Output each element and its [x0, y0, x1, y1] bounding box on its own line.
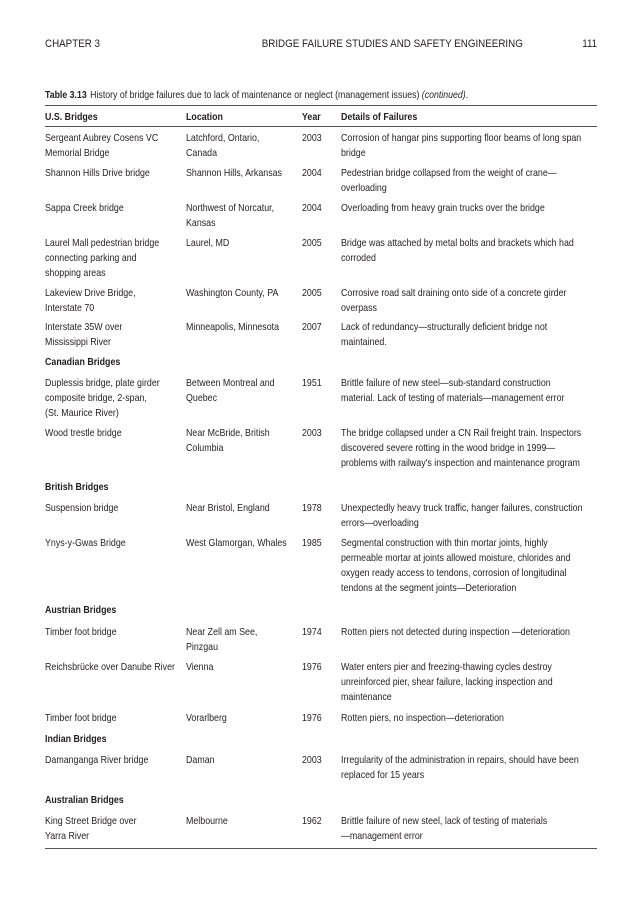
- group-heading-austrian: Austrian Bridges: [45, 605, 117, 616]
- table-row-location: Melbourne: [186, 816, 228, 827]
- table-row-year: 2005: [302, 288, 322, 299]
- table-row-year: 1978: [302, 503, 322, 514]
- table-row-details: Rotten piers not detected during inspection —deterioration: [341, 627, 570, 638]
- table-row-year: 2003: [302, 428, 322, 439]
- table-caption-note: (continued): [421, 90, 466, 101]
- table-row-location: Vienna: [186, 662, 214, 673]
- column-header-year: Year: [302, 112, 321, 123]
- column-header-bridges: U.S. Bridges: [45, 112, 98, 123]
- table-row-details: Rotten piers, no inspection—deterioration: [341, 713, 504, 724]
- table-row-year: 2005: [302, 238, 322, 249]
- table-row-year: 1974: [302, 627, 322, 638]
- table-row-year: 2007: [302, 322, 322, 333]
- table-row-details: Brittle failure of new steel—sub-standard construction material. Lack of testing of materials—management error: [341, 378, 565, 404]
- table-row-location: Vorarlberg: [186, 713, 227, 724]
- table-header-rule: [45, 126, 597, 127]
- table-row-location: Washington County, PA: [186, 288, 279, 299]
- table-row-bridge: Reichsbrücke over Danube River: [45, 662, 175, 673]
- table-row-location: Daman: [186, 755, 215, 766]
- table-row-bridge: Shannon Hills Drive bridge: [45, 168, 150, 179]
- chapter-label: CHAPTER 3: [45, 38, 100, 50]
- table-row-bridge: Ynys-y-Gwas Bridge: [45, 538, 126, 549]
- table-row-location: Between Montreal and Quebec: [186, 378, 275, 404]
- table-row-location: Near Zell am See, Pinzgau: [186, 627, 258, 653]
- table-row-bridge: Wood trestle bridge: [45, 428, 122, 439]
- table-row-details: The bridge collapsed under a CN Rail freight train. Inspectors discovered severe rotting in the wood bridge in 1999— problems with railway's inspection and maintenance program: [341, 428, 582, 469]
- table-row-bridge: Timber foot bridge: [45, 713, 117, 724]
- table-row-details: Unexpectedly heavy truck traffic, hanger failures, construction errors—overloading: [341, 503, 583, 529]
- table-row-details: Irregularity of the administration in repairs, should have been replaced for 15 years: [341, 755, 579, 781]
- table-caption-end: .: [465, 90, 469, 101]
- table-row-year: 2003: [302, 133, 322, 144]
- table-row-year: 1976: [302, 662, 322, 673]
- table-bottom-rule: [45, 848, 597, 849]
- table-row-details: Bridge was attached by metal bolts and brackets which had corroded: [341, 238, 574, 264]
- table-row-details: Lack of redundancy—structurally deficient bridge not maintained.: [341, 322, 548, 348]
- table-caption-text: History of bridge failures due to lack of maintenance or neglect (management issues): [90, 90, 422, 101]
- table-row-bridge: Laurel Mall pedestrian bridge connecting parking and shopping areas: [45, 238, 160, 279]
- group-heading-indian: Indian Bridges: [45, 734, 107, 745]
- column-header-details: Details of Failures: [341, 112, 418, 123]
- table-row-location: Northwest of Norcatur, Kansas: [186, 203, 275, 229]
- table-row-year: 2004: [302, 203, 322, 214]
- table-row-year: 1985: [302, 538, 322, 549]
- table-row-year: 2003: [302, 755, 322, 766]
- table-row-bridge: Suspension bridge: [45, 503, 119, 514]
- table-caption: [45, 90, 468, 101]
- table-row-details: Corrosion of hangar pins supporting floor beams of long span bridge: [341, 133, 582, 159]
- group-heading-canadian: Canadian Bridges: [45, 357, 121, 368]
- table-row-bridge: Timber foot bridge: [45, 627, 117, 638]
- table-row-location: Near Bristol, England: [186, 503, 270, 514]
- table-label: Table 3.13: [45, 90, 87, 101]
- table-top-rule: [45, 105, 597, 106]
- running-title: BRIDGE FAILURE STUDIES AND SAFETY ENGINEERING: [261, 38, 523, 50]
- table-row-bridge: Duplessis bridge, plate girder composite bridge, 2-span, (St. Maurice River): [45, 378, 160, 419]
- table-row-bridge: Lakeview Drive Bridge, Interstate 70: [45, 288, 136, 314]
- table-row-details: Pedestrian bridge collapsed from the weight of crane— overloading: [341, 168, 557, 194]
- table-row-location: Near McBride, British Columbia: [186, 428, 270, 454]
- table-row-location: Laurel, MD: [186, 238, 230, 249]
- table-row-year: 1951: [302, 378, 322, 389]
- table-row-location: Shannon Hills, Arkansas: [186, 168, 282, 179]
- group-heading-australian: Australian Bridges: [45, 795, 124, 806]
- table-row-bridge: Interstate 35W over Mississippi River: [45, 322, 123, 348]
- table-row-year: 1962: [302, 816, 322, 827]
- column-header-location: Location: [186, 112, 223, 123]
- table-row-details: Corrosive road salt draining onto side of a concrete girder overpass: [341, 288, 567, 314]
- table-row-location: Minneapolis, Minnesota: [186, 322, 280, 333]
- table-row-details: Brittle failure of new steel, lack of testing of materials —management error: [341, 816, 548, 842]
- table-row-bridge: Sergeant Aubrey Cosens VC Memorial Bridge: [45, 133, 159, 159]
- table-row-location: West Glamorgan, Whales: [186, 538, 287, 549]
- table-row-year: 2004: [302, 168, 322, 179]
- table-row-details: Overloading from heavy grain trucks over the bridge: [341, 203, 545, 214]
- table-row-bridge: Damanganga River bridge: [45, 755, 149, 766]
- table-row-bridge: Sappa Creek bridge: [45, 203, 124, 214]
- table-row-bridge: King Street Bridge over Yarra River: [45, 816, 137, 842]
- page-number: 111: [582, 38, 598, 50]
- table-row-location: Latchford, Ontario, Canada: [186, 133, 260, 159]
- group-heading-british: British Bridges: [45, 482, 109, 493]
- page-header: [45, 38, 597, 54]
- table-row-details: Segmental construction with thin mortar joints, highly permeable mortar at joints allowed moisture, chlorides and oxygen ready access to tendons, corrosion of longitudinal tendons at the segment joints—Deterioration: [341, 538, 571, 594]
- table-row-details: Water enters pier and freezing-thawing cycles destroy unreinforced pier, shear failure, lacking inspection and maintenance: [341, 662, 553, 703]
- table-row-year: 1976: [302, 713, 322, 724]
